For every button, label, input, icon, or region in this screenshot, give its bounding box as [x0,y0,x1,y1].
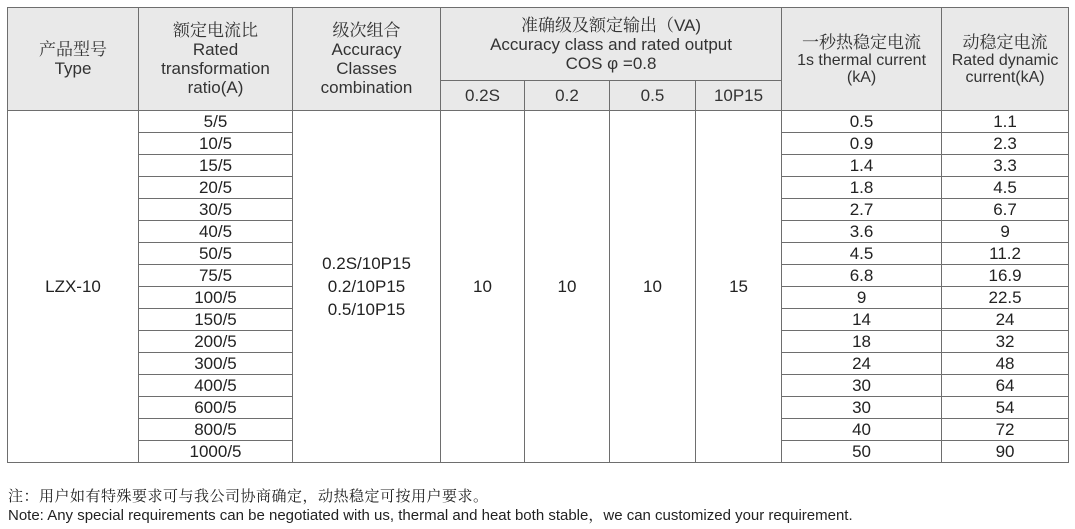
header-ratio-en-3: ratio(A) [187,78,244,97]
ratio-cell: 15/5 [139,155,293,177]
dynamic-cell: 32 [942,331,1069,353]
header-output [441,8,782,81]
combination-item: 0.2S/10P15 [322,254,411,273]
header-dynamic-cn: 动稳定电流 [962,32,1048,52]
header-class-0-2s: 0.2S [441,81,525,111]
ratio-cell: 50/5 [139,243,293,265]
ratio-cell: 1000/5 [139,441,293,463]
thermal-cell: 2.7 [782,199,942,221]
dynamic-cell: 22.5 [942,287,1069,309]
header-ratio [139,8,293,111]
header-type-cn: 产品型号 [39,40,107,59]
ratio-cell: 100/5 [139,287,293,309]
header-ratio-en-1: Rated [192,40,239,59]
thermal-cell: 1.8 [782,177,942,199]
header-thermal-unit: (kA) [846,68,877,86]
thermal-cell: 30 [782,397,942,419]
dynamic-cell: 54 [942,397,1069,419]
output-0-2-cell: 10 [525,111,610,463]
header-dynamic [942,8,1069,111]
thermal-cell: 40 [782,419,942,441]
header-ratio-cn: 额定电流比 [173,21,258,40]
header-class-0-2: 0.2 [525,81,610,111]
header-type-en: Type [54,59,92,78]
combination-cell [293,111,441,463]
ratio-cell: 20/5 [139,177,293,199]
ratio-cell: 300/5 [139,353,293,375]
output-0-2s-cell: 10 [441,111,525,463]
header-combination-en-2: Classes [336,59,397,78]
thermal-cell: 6.8 [782,265,942,287]
header-dynamic-en: Rated dynamic [951,51,1059,69]
notes [8,486,1068,526]
ratio-cell: 800/5 [139,419,293,441]
header-class-0-5: 0.5 [610,81,696,111]
dynamic-cell: 16.9 [942,265,1069,287]
thermal-cell: 1.4 [782,155,942,177]
output-0-5-cell: 10 [610,111,696,463]
ratio-cell: 40/5 [139,221,293,243]
ratio-cell: 200/5 [139,331,293,353]
dynamic-cell: 3.3 [942,155,1069,177]
header-combination-en-3: combination [320,78,413,97]
header-ratio-en-2: transformation [161,59,270,78]
ratio-cell: 400/5 [139,375,293,397]
header-combination-en-1: Accuracy [331,40,402,59]
combination-item: 0.2/10P15 [327,277,406,296]
table-body [8,111,1069,463]
thermal-cell: 50 [782,441,942,463]
note-english: Note: Any special requirements can be negotiated with us, thermal and heat both stable，we can customized your requirement. [8,507,853,524]
output-10p15-cell: 15 [696,111,782,463]
dynamic-cell: 24 [942,309,1069,331]
dynamic-cell: 2.3 [942,133,1069,155]
combination-item: 0.5/10P15 [327,300,406,319]
ratio-cell: 5/5 [139,111,293,133]
ratio-cell: 10/5 [139,133,293,155]
thermal-cell: 0.9 [782,133,942,155]
note-chinese: 注：用户如有特殊要求可与我公司协商确定，动热稳定可按用户要求。 [8,487,489,505]
thermal-cell: 14 [782,309,942,331]
header-dynamic-unit: current(kA) [965,68,1045,86]
dynamic-cell: 90 [942,441,1069,463]
dynamic-cell: 1.1 [942,111,1069,133]
thermal-cell: 30 [782,375,942,397]
header-combination [293,8,441,111]
header-output-cn: 准确级及额定输出（VA) [520,15,702,35]
header-combination-cn: 级次组合 [332,21,401,40]
ratio-cell: 150/5 [139,309,293,331]
header-thermal [782,8,942,111]
type-cell: LZX-10 [8,111,139,463]
table-header [8,8,1069,111]
thermal-cell: 24 [782,353,942,375]
header-class-10p15: 10P15 [696,81,782,111]
spec-table [7,7,1069,463]
ratio-cell: 600/5 [139,397,293,419]
header-output-cos: COS φ =0.8 [565,53,657,73]
header-thermal-cn: 一秒热稳定电流 [802,32,922,52]
thermal-cell: 3.6 [782,221,942,243]
dynamic-cell: 4.5 [942,177,1069,199]
thermal-cell: 0.5 [782,111,942,133]
header-thermal-en: 1s thermal current [797,51,927,69]
header-output-en: Accuracy class and rated output [490,34,732,54]
thermal-cell: 9 [782,287,942,309]
ratio-cell: 75/5 [139,265,293,287]
dynamic-cell: 9 [942,221,1069,243]
thermal-cell: 4.5 [782,243,942,265]
dynamic-cell: 6.7 [942,199,1069,221]
dynamic-cell: 11.2 [942,243,1069,265]
dynamic-cell: 72 [942,419,1069,441]
header-type [8,8,139,111]
thermal-cell: 18 [782,331,942,353]
ratio-cell: 30/5 [139,199,293,221]
table-row [8,111,1069,133]
dynamic-cell: 48 [942,353,1069,375]
dynamic-cell: 64 [942,375,1069,397]
